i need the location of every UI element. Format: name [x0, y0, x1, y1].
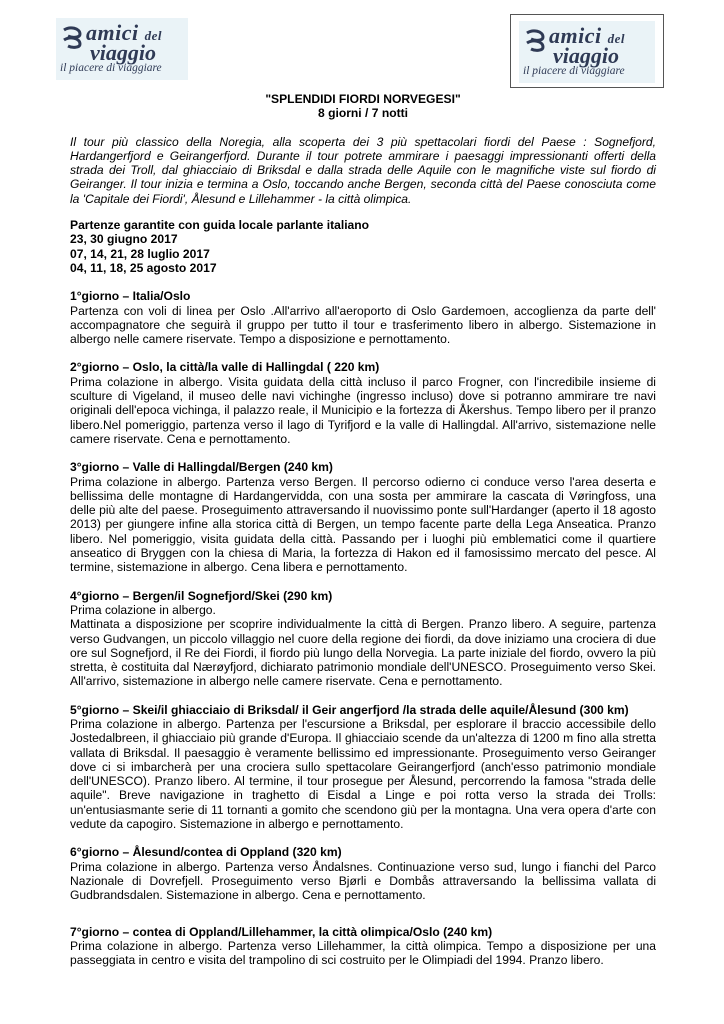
departure-date: 07, 14, 21, 28 luglio 2017 — [70, 246, 210, 261]
day-text: Prima colazione in albergo. Partenza verso Åndalsnes. Continuazione verso sud, lungo i fianchi del Parco Nazionale di Dovrefjell. Proseguimento verso Bjørli e Dombås attraversando la bellissima vallata di Gudbrandsdalen. Sistemazione in albergo. Cena e pernottamento. — [70, 859, 656, 903]
brand-name: amici del — [86, 20, 162, 45]
day-text: Prima colazione in albergo. Visita guidata della città incluso il parco Frogner, con l'incredibile insieme di sculture di Vigeland, il museo delle navi vichinghe (ingresso incluso) dove si potranno ammirare tre navi originali dell'epoca vichinga, il palazzo reale, il Municipio e la fortezza di Åkershus. Tempo libero per il pranzo libero.Nel pomeriggio, partenza verso il lago di Tyrifjord e la valle di Hallingdal. All'arrivo, sistemazione nelle camere riservate. Cena e pernottamento. — [70, 374, 656, 446]
brand-name-line2: viaggio — [90, 40, 156, 65]
brand-tagline: il piacere di viaggiare — [60, 62, 162, 74]
brand-name-line2: viaggio — [553, 43, 619, 68]
day-title: 4°giorno – Bergen/il Sognefjord/Skei (290 km) — [70, 588, 333, 603]
day-text: Partenza con voli di linea per Oslo .All'arrivo all'aeroporto di Oslo Gardemoen, accoglienza da parte dell' accompagnatore che seguirà il gruppo per tutto il tour e trasferimento libero in albergo. Sistemazione in albergo nelle camere riservate. Tempo a disposizione e pernottamento. — [70, 303, 656, 347]
document-subtitle: 8 giorni / 7 notti — [317, 106, 409, 121]
day-text: Mattinata a disposizione per scoprire individualmente la città di Bergen. Pranzo libero. A seguire, partenza verso Gudvangen, un piccolo villaggio nel cuore della regione dei fiordi, da dove iniziamo una crociera di due ore sul Sognefjord, il Re dei Fiordi, il fiordo più lungo della Norvegia. La parte iniziale del fiordo, ovvero la più stretta, è costituita dal Nærøyfjord, dichiarato patrimonio mondiale dell'UNESCO. Proseguimento verso Skei. All'arrivo, sistemazione in albergo nelle camere riservate. Cena e pernottamento. — [70, 617, 656, 689]
day-title: 6°giorno – Ålesund/contea di Oppland (320 km) — [70, 845, 342, 860]
document-body — [70, 92, 656, 967]
day-title: 7°giorno – contea di Oppland/Lillehammer, la città olimpica/Oslo (240 km) — [70, 924, 493, 939]
day-breakfast-line: Prima colazione in albergo. — [70, 602, 216, 617]
departure-date: 23, 30 giugno 2017 — [70, 232, 178, 247]
logo-right — [510, 14, 664, 88]
brand-name: amici del — [549, 23, 625, 48]
intro-paragraph: Il tour più classico della Noregia, alla scoperta dei 3 più spettacolari fiordi del Paese : Sognefjord, Hardangerfjord e Geirangerfjord. Durante il tour potrete ammirare i paesaggi impressionanti offerti della strada dei Troll, dal ghiacciaio di Briksdal e dalla strada delle Aquile con le magnifiche viste sul fiordo di Geiranger. Il tour inizia e termina a Oslo, toccando anche Bergen, seconda città del Paese conosciuta come la 'Capitale dei Fiordi', Ålesund e Lillehammer - la città olimpica. — [70, 134, 656, 206]
departures-heading: Partenze garantite con guida locale parlante italiano — [70, 218, 370, 233]
day-title: 5°giorno – Skei/il ghiacciaio di Briksdal/ il Geir angerfjord /la strada delle aquile/Ålesund (300 km) — [70, 702, 629, 717]
day-text: Prima colazione in albergo. Partenza per l'escursione a Briksdal, per esplorare il braccio accessibile dello Jostedalbreen, il ghiacciaio più grande d'Europa. Il ghiacciaio scende da un'altezza di 1200 m fino alla stretta vallata di Briksdal. Il paesaggio è veramente bellissimo ed impressionante. Proseguimento verso Geiranger dove ci si imbarcherà per una crociera sullo spettacolare Geirangerfjord (anch'esso patrimonio mondiale dell'UNESCO). Pranzo libero. Al termine, il tour prosegue per Ålesund, percorrendo la famosa "strada delle aquile". Breve navigazione in traghetto di Eisdal a Linge e poi rotta verso la strada dei Trolls: un'entusiasmante serie di 11 tornanti a gomito che scendono giù per la montagna. Una vera opera d'arte con vedute da capogiro. Sistemazione in albergo e pernottamento. — [70, 716, 656, 832]
document-title: "SPLENDIDI FIORDI NORVEGESI" — [265, 92, 461, 106]
swirl-icon — [523, 27, 547, 57]
day-title: 3°giorno – Valle di Hallingdal/Bergen (240 km) — [70, 460, 333, 475]
day-title: 2°giorno – Oslo, la città/la valle di Hallingdal ( 220 km) — [70, 360, 380, 375]
brand-tagline: il piacere di viaggiare — [523, 65, 625, 77]
swirl-icon — [60, 24, 84, 54]
day-1 — [70, 289, 656, 346]
day-3 — [70, 460, 656, 574]
day-text: Prima colazione in albergo. Partenza verso Lillehammer, la città olimpica. Tempo a disposizione per una passeggiata in centro e visita del trampolino di sci costruito per le Olimpiadi del 1994. Pranzo libero. — [70, 938, 656, 968]
day-5 — [70, 703, 656, 832]
logo-left — [56, 18, 188, 80]
day-text: Prima colazione in albergo. Partenza verso Bergen. Il percorso odierno ci conduce verso l'area deserta e bellissima delle montagne di Hardangervidda, con una sosta per ammirare la cascata di Vøringfoss, una delle più alte del paese. Proseguimento attraversando il nuovissimo ponte sull'Hardanger (aperto il 18 agosto 2013) per giungere infine alla storica città di Bergen, un tempo facente parte della Lega Anseatica. Pranzo libero. Nel pomeriggio, visita guidata della città. Passando per i luoghi più emblematici come il quartiere anseatico di Bryggen con la chiesa di Maria, la fortezza di Hakon ed il famosissimo mercato del pesce. Al termine, sistemazione in albergo. Cena libera e pernottamento. — [70, 474, 656, 575]
day-6 — [70, 845, 656, 902]
day-4 — [70, 589, 656, 689]
day-title: 1°giorno – Italia/Oslo — [70, 289, 191, 304]
day-2 — [70, 360, 656, 446]
day-7 — [70, 925, 656, 968]
departure-date: 04, 11, 18, 25 agosto 2017 — [70, 260, 217, 275]
departures-section — [70, 218, 656, 275]
